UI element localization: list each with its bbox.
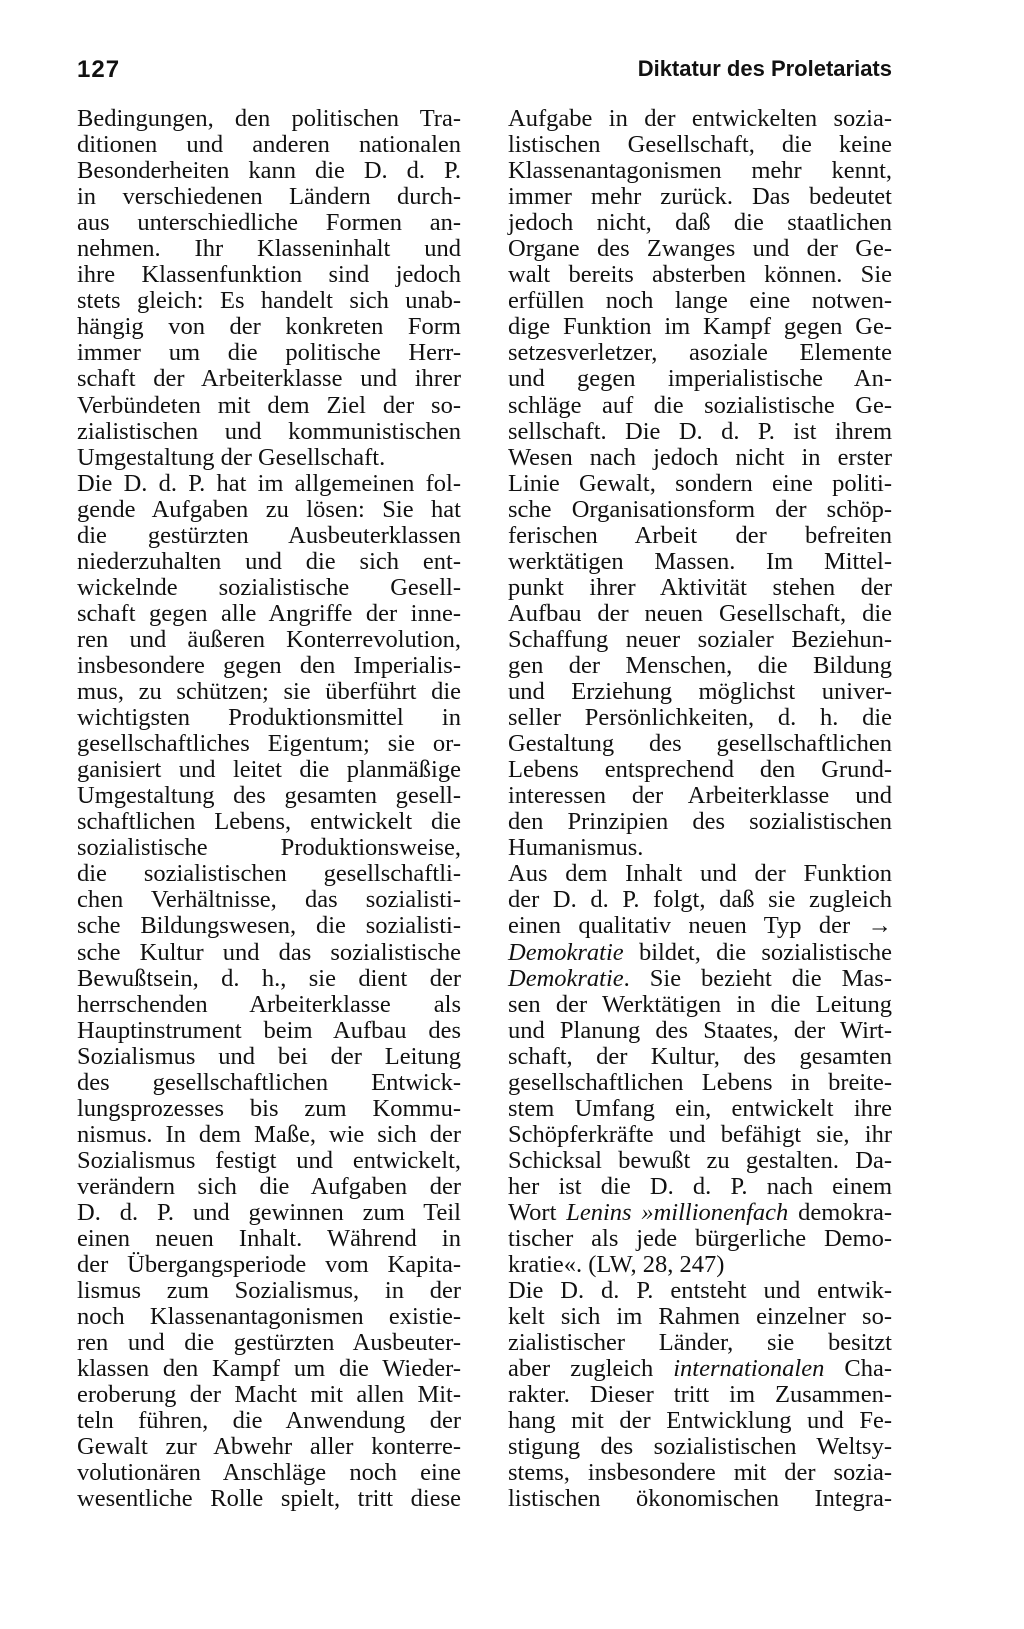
text-line: insbesondere gegen den Imperialis- [77,651,461,679]
text-line: klassen den Kampf um die Wieder- [77,1355,461,1383]
text-line: und gegen imperialistische An- [508,365,892,393]
text-line: zialistischen und kommunistischen [77,417,461,445]
text-line: Umgestaltung der Gesellschaft. [77,443,386,471]
text-line: sozialistische Produktionsweise, [77,834,461,862]
page-number: 127 [77,56,121,83]
italic-term: Demokratie [508,938,624,966]
text-line: erfüllen noch lange eine notwen- [508,287,892,315]
text-line: rakter. Dieser tritt im Zusammen- [508,1381,892,1409]
text-line: aber zugleich internationalen Cha- [508,1355,892,1383]
right-column [508,106,892,1513]
text-line: jedoch nicht, daß die staatlichen [508,209,892,237]
text-line: hängig von der konkreten Form [77,313,461,341]
text-line: den Prinzipien des sozialistischen [508,808,892,836]
text-line: lungsprozesses bis zum Kommu- [77,1094,461,1122]
text-line: des gesellschaftlichen Entwick- [77,1068,461,1096]
text-line: gen der Menschen, die Bildung [508,651,892,679]
text-line: mus, zu schützen; sie überführt die [77,678,461,706]
text-line: sen der Werktätigen in die Leitung [508,990,892,1018]
text-line: noch Klassenantagonismen existie- [77,1303,461,1331]
text-line: Schaffung neuer sozialer Beziehun- [508,625,892,653]
text-line: ganisiert und leitet die planmäßige [77,756,461,784]
text-line: herrschenden Arbeiterklasse als [77,990,461,1018]
page-header [77,56,892,88]
text-line: her ist die D. d. P. nach einem [508,1172,892,1200]
text-line: volutionären Anschläge noch eine [77,1459,461,1487]
text-line: teln führen, die Anwendung der [77,1407,461,1435]
text-line: Wesen nach jedoch nicht in erster [508,443,892,471]
italic-term: Demokratie [508,964,624,992]
text-line: wichtigsten Produktionsmittel in [77,704,461,732]
text-line: Schicksal bewußt zu gestalten. Da- [508,1146,892,1174]
text-line: interessen der Arbeiterklasse und [508,782,892,810]
text-line: sellschaft. Die D. d. P. ist ihrem [508,417,892,445]
text-line: Linie Gewalt, sondern eine politi- [508,469,892,497]
text-line: Humanismus. [508,834,644,862]
text-line: schläge auf die sozialistische Ge- [508,391,892,419]
text-line: wesentliche Rolle spielt, tritt diese [77,1485,461,1513]
text-line: kelt sich im Rahmen einzelner so- [508,1303,892,1331]
text-line: Aufgabe in der entwickelten sozia- [508,105,892,132]
text-line: verändern sich die Aufgaben der [77,1172,461,1200]
text-line: sche Bildungswesen, die sozialisti- [77,912,461,940]
text-line: Klassenantagonismen mehr kennt, [508,157,892,185]
text-line: Die D. d. P. entsteht und entwik- [508,1277,892,1305]
text-line: wickelnde sozialistische Gesell- [77,573,461,601]
text-line: gesellschaftliches Eigentum; sie or- [77,730,461,758]
text-line: Verbündeten mit dem Ziel der so- [77,391,461,419]
text-line: Hauptinstrument beim Aufbau des [77,1016,461,1044]
text-line: Wort Lenins »millionenfach demokra- [508,1198,892,1226]
text-line: Umgestaltung des gesamten gesell- [77,782,461,810]
text-line: ren und äußeren Konterrevolution, [77,625,461,653]
text-line: die sozialistischen gesellschaftli- [77,860,461,888]
text-line: sche Organisationsform der schöp- [508,495,892,523]
text-line: Lebens entsprechend den Grund- [508,756,892,784]
text-line: zialistischer Länder, sie besitzt [508,1329,892,1357]
text-line: stem Umfang ein, entwickelt ihre [508,1094,892,1122]
text-line: setzesverletzer, asoziale Elemente [508,339,892,367]
text-line: listischen Gesellschaft, die keine [508,131,892,159]
text-line: ditionen und anderen nationalen [77,131,461,159]
text-line: Schöpferkräfte und befähigt sie, ihr [508,1120,892,1148]
text-line: Aufbau der neuen Gesellschaft, die [508,599,892,627]
text-line: ferischen Arbeit der befreiten [508,521,892,549]
text-line: chen Verhältnisse, das sozialisti- [77,886,461,914]
text-line: tischer als jede bürgerliche Demo- [508,1225,892,1253]
text-line: schaft gegen alle Angriffe der inne- [77,599,461,627]
text-line: der D. d. P. folgt, daß sie zugleich [508,886,892,914]
text-line: nehmen. Ihr Klasseninhalt und [77,235,461,263]
text-line: nismus. In dem Maße, wie sich der [77,1120,461,1148]
text-line: stigung des sozialistischen Weltsy- [508,1433,892,1461]
text-line: stems, insbesondere mit der sozia- [508,1459,892,1487]
text-line: Gestaltung des gesellschaftlichen [508,730,892,758]
text-line: eroberung der Macht mit allen Mit- [77,1381,461,1409]
text-line: gende Aufgaben zu lösen: Sie hat [77,495,461,523]
running-head: Diktatur des Proletariats [637,56,892,81]
text-line: stets gleich: Es handelt sich unab- [77,287,461,315]
text-line: schaft, der Kultur, des gesamten [508,1042,892,1070]
text-line: seller Persönlichkeiten, d. h. die [508,704,892,732]
text-line: aus unterschiedliche Formen an- [77,209,461,237]
text-line: einen neuen Inhalt. Während in [77,1225,461,1253]
text-line: lismus zum Sozialismus, in der [77,1277,461,1305]
text-line: dige Funktion im Kampf gegen Ge- [508,313,892,341]
text-line: listischen ökonomischen Integra- [508,1485,892,1513]
text-line: die gestürzten Ausbeuterklassen [77,521,461,549]
text-line: sche Kultur und das sozialistische [77,938,461,966]
text-line: immer mehr zurück. Das bedeutet [508,183,892,211]
text-line: Aus dem Inhalt und der Funktion [508,860,892,888]
text-line: kratie«. (LW, 28, 247) [508,1251,725,1279]
text-line: schaftlichen Lebens, entwickelt die [77,808,461,836]
text-line: Gewalt zur Abwehr aller konterre- [77,1433,461,1461]
text-line: schaft der Arbeiterklasse und ihrer [77,365,461,393]
text-line: in verschiedenen Ländern durch- [77,183,461,211]
text-line: und Erziehung möglichst univer- [508,678,892,706]
text-line: Sozialismus und bei der Leitung [77,1042,461,1070]
text-line: D. d. P. und gewinnen zum Teil [77,1198,461,1226]
text-line: ihre Klassenfunktion sind jedoch [77,261,461,289]
text-line: Organe des Zwanges und der Ge- [508,235,892,263]
text-line: immer um die politische Herr- [77,339,461,367]
italic-term: internationalen [673,1355,825,1383]
text-line: werktätigen Massen. Im Mittel- [508,547,892,575]
text-line: Sozialismus festigt und entwickelt, [77,1146,461,1174]
left-column [77,106,461,1513]
text-line: Demokratie. Sie bezieht die Mas- [508,964,892,992]
text-line: niederzuhalten und die sich ent- [77,547,461,575]
text-line: ren und die gestürzten Ausbeuter- [77,1329,461,1357]
text-line: hang mit der Entwicklung und Fe- [508,1407,892,1435]
italic-term: Lenins »millionenfach [566,1198,789,1226]
text-line: Bedingungen, den politischen Tra- [77,105,461,132]
text-line: Demokratie bildet, die sozialistische [508,938,892,966]
text-line: walt bereits absterben können. Sie [508,261,892,289]
text-line: gesellschaftlichen Lebens in breite- [508,1068,892,1096]
text-line: Die D. d. P. hat im allgemeinen fol- [77,469,461,497]
text-line: Besonderheiten kann die D. d. P. [77,157,461,185]
text-line: punkt ihrer Aktivität stehen der [508,573,892,601]
text-line: und Planung des Staates, der Wirt- [508,1016,892,1044]
text-line: einen qualitativ neuen Typ der → [508,912,892,940]
text-line: der Übergangsperiode vom Kapita- [77,1251,461,1279]
text-line: Bewußtsein, d. h., sie dient der [77,964,461,992]
